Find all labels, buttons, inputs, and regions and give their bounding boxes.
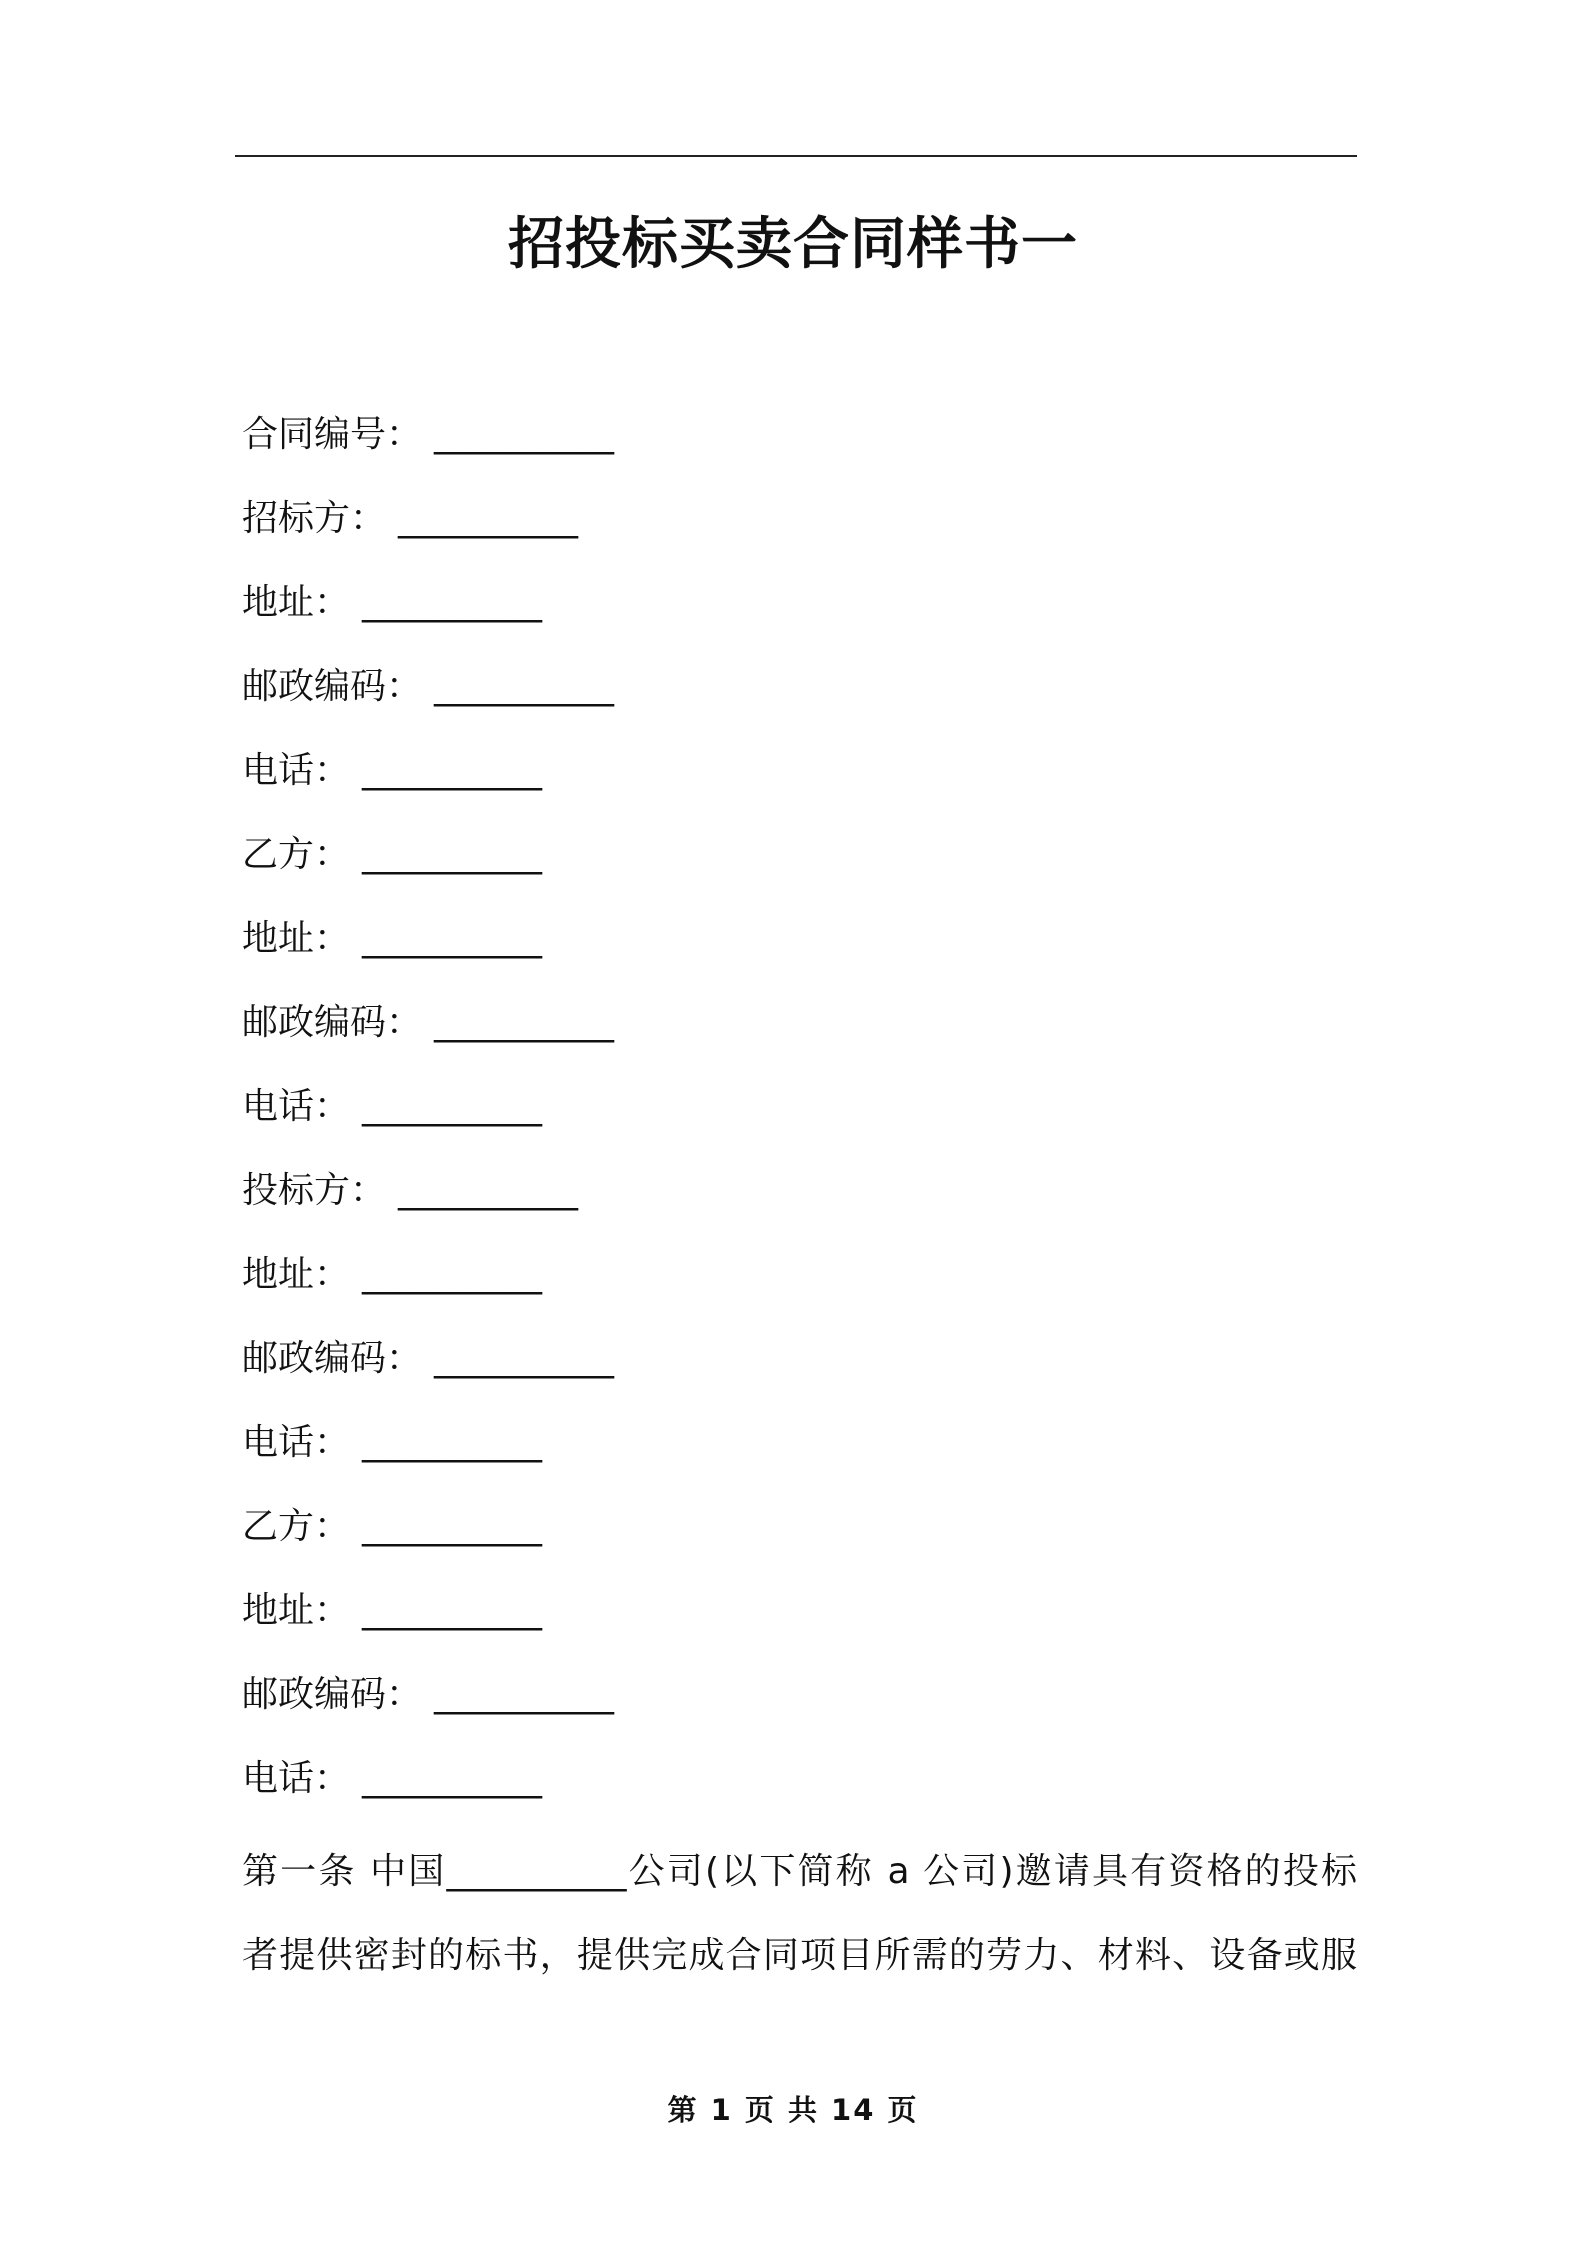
field-blank[interactable]: __________ — [362, 1506, 543, 1547]
field-party-b — [242, 825, 1362, 909]
field-label: 地址 — [242, 1590, 315, 1631]
field-label: 合同编号 — [242, 414, 387, 455]
field-colon: ： — [314, 1590, 351, 1631]
field-phone — [242, 1077, 1362, 1161]
field-colon: ： — [386, 1338, 423, 1379]
article-one — [242, 1830, 1357, 1998]
party-fields — [242, 405, 1362, 1833]
field-colon: ： — [314, 918, 351, 959]
field-colon: ： — [314, 1254, 351, 1295]
field-colon: ： — [314, 1086, 351, 1127]
field-blank[interactable]: __________ — [434, 666, 615, 707]
field-colon: ： — [314, 750, 351, 791]
field-blank[interactable]: __________ — [362, 750, 543, 791]
field-postal-code — [242, 657, 1362, 741]
field-label: 投标方 — [242, 1170, 351, 1211]
field-label: 地址 — [242, 1254, 315, 1295]
field-blank[interactable]: __________ — [398, 498, 579, 539]
field-address — [242, 909, 1362, 993]
field-blank[interactable]: __________ — [398, 1170, 579, 1211]
field-phone — [242, 1413, 1362, 1497]
field-blank[interactable]: __________ — [434, 1674, 615, 1715]
field-label: 电话 — [242, 750, 315, 791]
field-colon: ： — [314, 1506, 351, 1547]
field-postal-code — [242, 1665, 1362, 1749]
field-colon: ： — [386, 666, 423, 707]
field-colon: ： — [386, 1674, 423, 1715]
field-blank[interactable]: __________ — [362, 918, 543, 959]
field-label: 电话 — [242, 1086, 315, 1127]
field-colon: ： — [314, 834, 351, 875]
field-label: 乙方 — [242, 834, 315, 875]
field-label: 邮政编码 — [242, 1338, 387, 1379]
field-blank[interactable]: __________ — [362, 834, 543, 875]
field-blank[interactable]: __________ — [362, 1086, 543, 1127]
field-label: 电话 — [242, 1758, 315, 1799]
field-address — [242, 1245, 1362, 1329]
field-label: 邮政编码 — [242, 666, 387, 707]
field-blank[interactable]: __________ — [434, 1338, 615, 1379]
document-title: 招投标买卖合同样书一 — [508, 212, 1078, 277]
article-line: 者提供密封的标书，提供完成合同项目所需的劳力、材料、设备或服 — [242, 1935, 1357, 1976]
field-label: 地址 — [242, 918, 315, 959]
field-contract-number — [242, 405, 1362, 489]
field-label: 乙方 — [242, 1506, 315, 1547]
field-address — [242, 573, 1362, 657]
field-label: 地址 — [242, 582, 315, 623]
field-address — [242, 1581, 1362, 1665]
field-colon: ： — [386, 1002, 423, 1043]
field-postal-code — [242, 993, 1362, 1077]
field-tenderer — [242, 489, 1362, 573]
field-phone — [242, 1749, 1362, 1833]
page-number: 第 1 页 共 14 页 — [667, 2093, 919, 2127]
field-colon: ： — [350, 498, 387, 539]
field-colon: ： — [314, 582, 351, 623]
field-colon: ： — [314, 1758, 351, 1799]
field-colon: ： — [350, 1170, 387, 1211]
field-blank[interactable]: __________ — [362, 1758, 543, 1799]
field-label: 邮政编码 — [242, 1674, 387, 1715]
field-postal-code — [242, 1329, 1362, 1413]
field-blank[interactable]: __________ — [362, 1254, 543, 1295]
field-colon: ： — [314, 1422, 351, 1463]
field-label: 招标方 — [242, 498, 351, 539]
header-rule — [235, 155, 1357, 157]
field-blank[interactable]: __________ — [362, 582, 543, 623]
field-label: 邮政编码 — [242, 1002, 387, 1043]
field-label: 电话 — [242, 1422, 315, 1463]
field-blank[interactable]: __________ — [362, 1422, 543, 1463]
field-colon: ： — [386, 414, 423, 455]
field-blank[interactable]: __________ — [362, 1590, 543, 1631]
field-blank[interactable]: __________ — [434, 414, 615, 455]
field-party-b — [242, 1497, 1362, 1581]
field-bidder — [242, 1161, 1362, 1245]
field-blank[interactable]: __________ — [434, 1002, 615, 1043]
article-line: 第一条 中国__________公司(以下简称 a 公司)邀请具有资格的投标 — [242, 1851, 1357, 1892]
field-phone — [242, 741, 1362, 825]
